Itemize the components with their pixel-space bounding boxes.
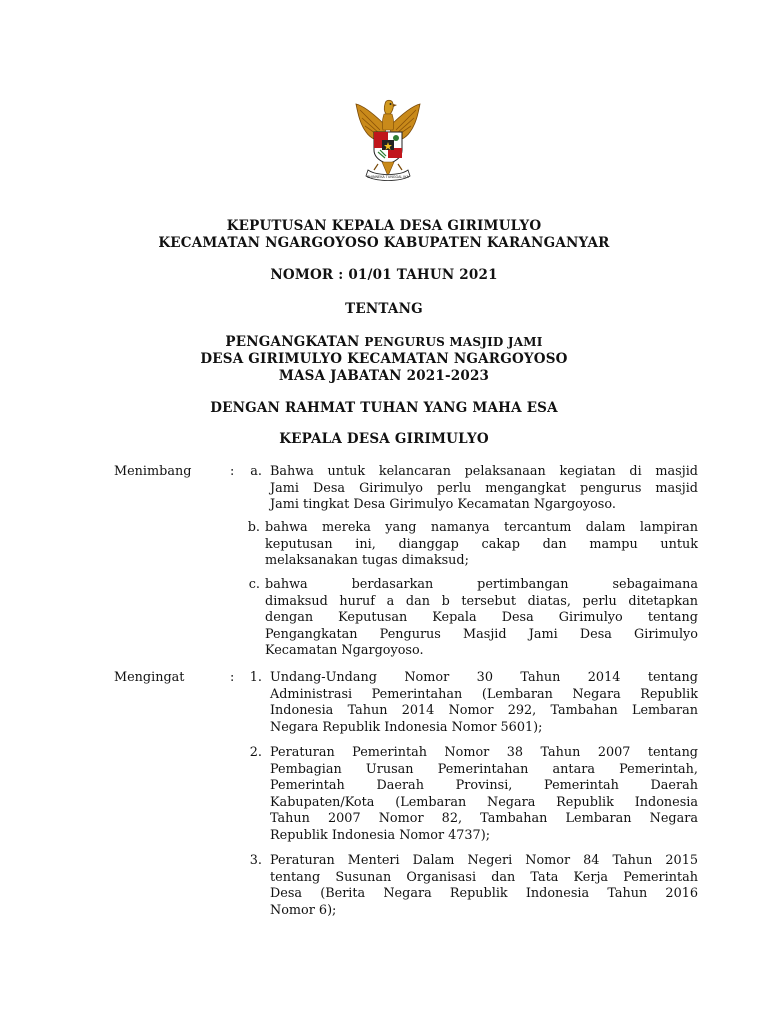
menimbang-mark-a: a. [250, 464, 262, 479]
svg-text:BHINNEKA TUNGGAL IKA: BHINNEKA TUNGGAL IKA [367, 175, 409, 179]
menimbang-item-c: bahwa berdasarkan pertimbangan sebagaimana dimaksud huruf a dan b tersebut diatas, perlu ditetapkan dengan Keputusan Kepala Desa Girimulyo tentang Pengangkatan Pengurus Masjid Jami Desa Girimulyo Kecamatan Ngargoyoso. [265, 577, 698, 658]
mengingat-item-2: Peraturan Pemerintah Nomor 38 Tahun 2007 tentang Pembagian Urusan Pemerintahan antara Pemerintah, Pemerintah Daerah Provinsi, Pemerintah Daerah Kabupaten/Kota (Lembaran Negara Republik Indonesia Tahun 2007 Nomor 82, Tambahan Lembaran Negara Republik Indonesia Nomor 4737); [270, 745, 698, 843]
menimbang-label: Menimbang [114, 464, 192, 479]
mengingat-mark-1: 1. [249, 670, 262, 685]
decree-subject-line1 [0, 334, 768, 351]
decree-title-line1: KEPUTUSAN KEPALA DESA GIRIMULYO [226, 218, 542, 234]
menimbang-mark-b: b. [247, 520, 260, 535]
tentang-heading: TENTANG [345, 301, 423, 317]
menimbang-colon: : [230, 464, 235, 479]
kepala-heading: KEPALA DESA GIRIMULYO [279, 431, 489, 447]
decree-subject-line2: DESA GIRIMULYO KECAMATAN NGARGOYOSO [200, 351, 568, 367]
mengingat-item-3: Peraturan Menteri Dalam Negeri Nomor 84 Tahun 2015 tentang Susunan Organisasi dan Tata Kerja Pemerintah Desa (Berita Negara Republik Indonesia Tahun 2016 Nomor 6); [270, 853, 698, 918]
mengingat-mark-3: 3. [249, 853, 262, 868]
garuda-emblem-icon [352, 96, 424, 184]
menimbang-mark-c: c. [248, 577, 260, 592]
rahmat-heading: DENGAN RAHMAT TUHAN YANG MAHA ESA [210, 400, 558, 416]
decree-number: NOMOR : 01/01 TAHUN 2021 [270, 267, 498, 283]
menimbang-item-b: bahwa mereka yang namanya tercantum dalam lampiran keputusan ini, dianggap cakap dan mampu untuk melaksanakan tugas dimaksud; [265, 520, 698, 568]
decree-subject-line3: MASA JABATAN 2021-2023 [278, 368, 490, 384]
mengingat-label: Mengingat [114, 670, 185, 685]
subject-small: PENGURUS MASJID JAMI [364, 335, 543, 349]
mengingat-item-1: Undang-Undang Nomor 30 Tahun 2014 tentang Administrasi Pemerintahan (Lembaran Negara Republik Indonesia Tahun 2014 Nomor 292, Tambahan Lembaran Negara Republik Indonesia Nomor 5601); [270, 670, 698, 735]
mengingat-colon: : [230, 670, 235, 685]
mengingat-mark-2: 2. [249, 745, 262, 760]
subject-bold: PENGANGKATAN [225, 334, 360, 350]
decree-title-line2: KECAMATAN NGARGOYOSO KABUPATEN KARANGANYAR [158, 235, 610, 251]
menimbang-item-a: Bahwa untuk kelancaran pelaksanaan kegiatan di masjid Jami Desa Girimulyo perlu mengangkat pengurus masjid Jami tingkat Desa Girimulyo Kecamatan Ngargoyoso. [270, 464, 698, 512]
